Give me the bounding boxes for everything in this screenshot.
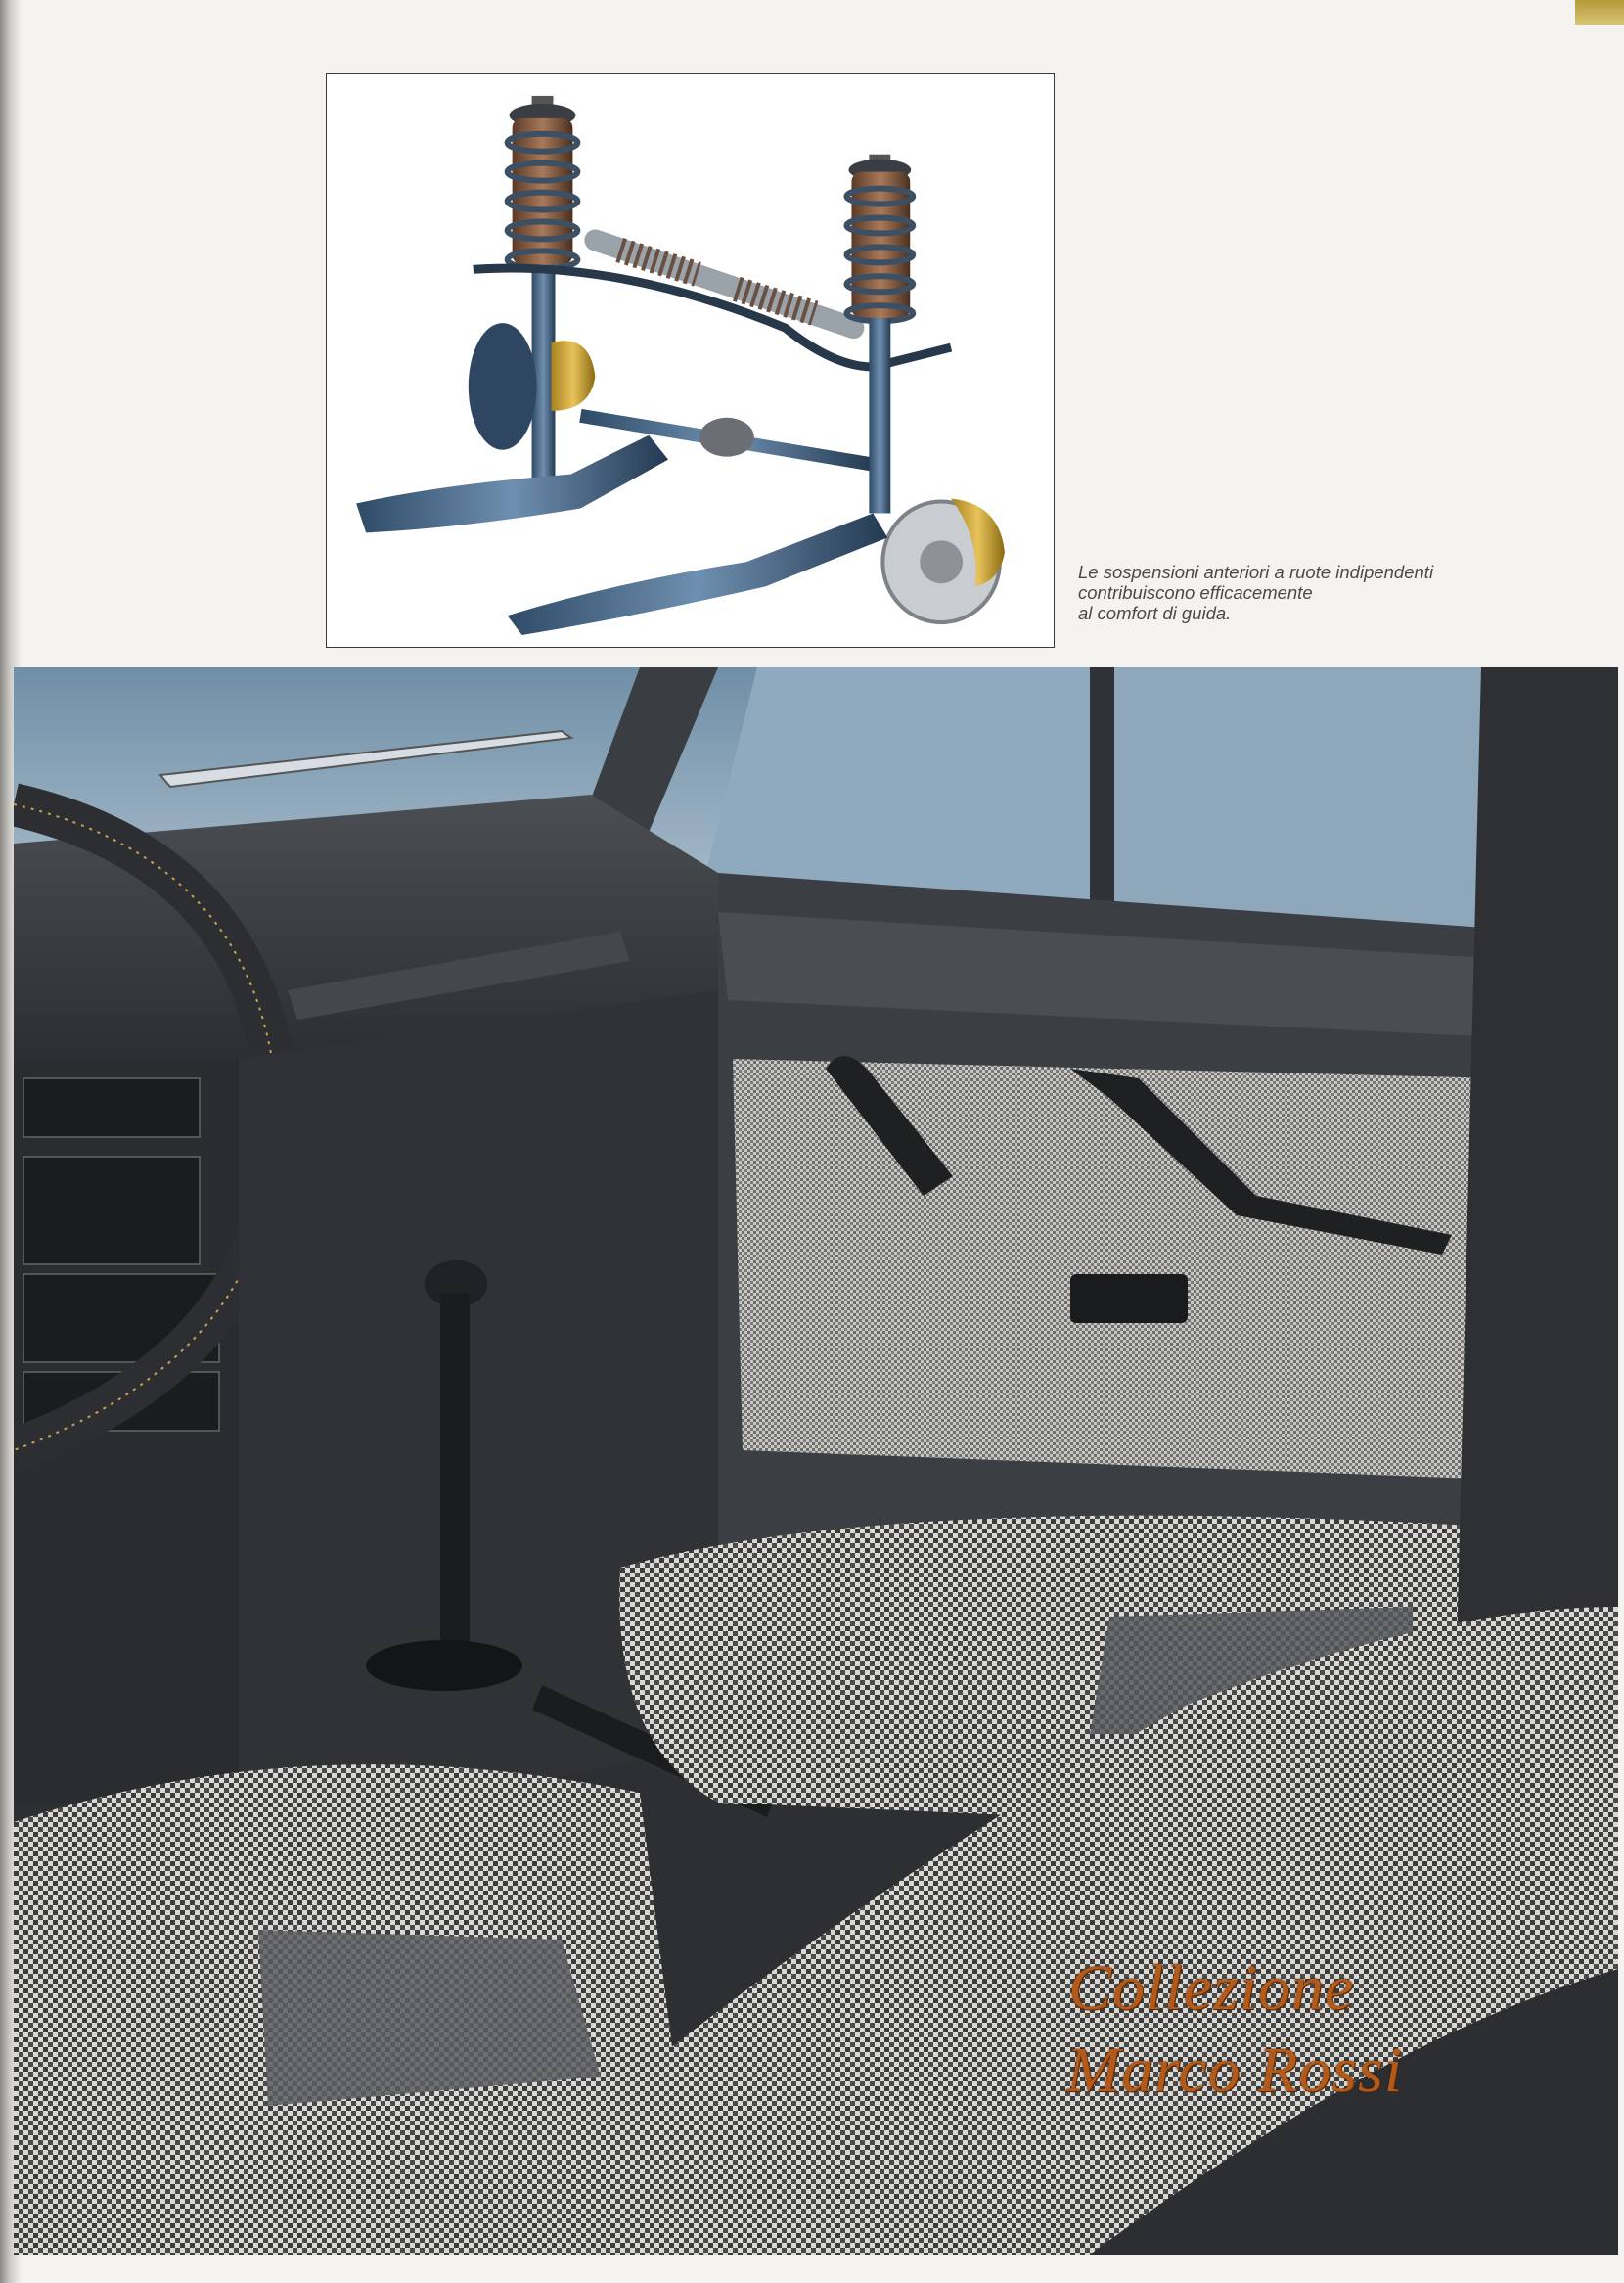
left-brake-disc (469, 323, 596, 450)
cv-boot (699, 418, 754, 457)
watermark-line-2: Marco Rossi (1066, 2034, 1404, 2106)
door-release-handle (1070, 1274, 1188, 1323)
watermark-line-1: Collezione (1068, 1952, 1355, 2024)
caption-line-1: Le sospensioni anteriori a ruote indipendenti (1078, 562, 1434, 582)
caption-line-2: contribuiscono efficacemente (1078, 582, 1313, 603)
right-brake-disc (882, 499, 1005, 623)
scan-corner-mark (1575, 0, 1624, 25)
illustration-caption (1078, 562, 1587, 623)
caption-line-3: al comfort di guida. (1078, 603, 1232, 623)
left-control-arm (356, 435, 668, 533)
door-fabric-insert (733, 1059, 1501, 1480)
suspension-illustration (326, 73, 1055, 648)
collection-watermark (988, 1947, 1497, 2112)
right-control-arm (508, 513, 888, 635)
